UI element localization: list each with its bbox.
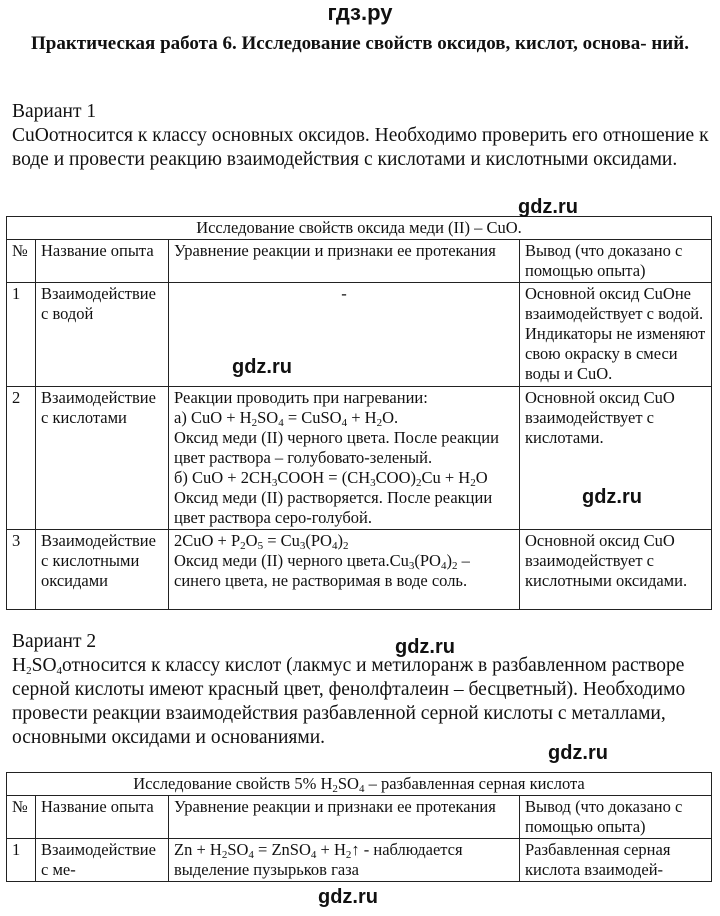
column-header: Название опыта: [36, 796, 169, 839]
table-row: [7, 283, 712, 387]
equation-line: а) CuO + $H_2SO_4$ = CuSO$_4$ + $H_2O$.: [174, 408, 399, 429]
page-title: Практическая работа 6. Исследование свойств оксидов, кислот, основа- ний.: [31, 33, 689, 54]
table-caption: Исследование свойств 5% $H_2SO_4$ – разбавленная серная кислота: [7, 773, 712, 796]
variant2-table: [6, 772, 712, 882]
experiment-name: Взаимодействие с ме-: [36, 839, 169, 882]
reaction-equation: [169, 387, 520, 530]
row-number: 1: [7, 283, 36, 387]
table-caption: Исследование свойств оксида меди (II) – CuO.: [7, 217, 712, 240]
row-number: 3: [7, 530, 36, 610]
reaction-equation: [169, 530, 520, 610]
column-header: Уравнение реакции и признаки ее протекания: [169, 240, 520, 283]
table-row: [7, 839, 712, 882]
row-number: 1: [7, 839, 36, 882]
gdz-watermark: gdz.ru: [582, 486, 642, 508]
column-header: Название опыта: [36, 240, 169, 283]
equation-line: б) CuO + $2CH_3COOH = (CH_3COO)_2Cu + H_2O$: [174, 468, 488, 489]
column-header: Вывод (что доказано с помощью опыта): [520, 796, 712, 839]
column-header: №: [7, 796, 36, 839]
equation-line: Реакции проводить при нагревании:: [174, 388, 428, 407]
gdz-watermark: gdz.ru: [518, 196, 578, 218]
column-header: Уравнение реакции и признаки ее протекания: [169, 796, 520, 839]
experiment-name: Взаимодействие с водой: [36, 283, 169, 387]
experiment-name: Взаимодействие с кислотами: [36, 387, 169, 530]
equation-line: $2CuO + P_2O_5 = Cu_3(PO_4)_2$: [174, 531, 349, 552]
equation-line: Оксид меди (II) черного цвета. После реакции цвет раствора – голубовато-зеленый.: [174, 428, 499, 467]
variant2-intro: $H_2SO_4относится$ к классу кислот (лакмус и метилоранж в разбавленном растворе серной кислоты имеют красный цвет, фенолфталеин – бесцветный). Необходимо провести реакции взаимодействия разбавленной серной кислоты с металлами, основными оксидами и основаниями.: [12, 655, 686, 748]
conclusion: Основной оксид CuOне взаимодействует с водой. Индикаторы не изменяют свою окраску в смеси воды и CuO.: [520, 283, 712, 387]
site-watermark: гдз.ру: [327, 0, 393, 25]
column-header: Вывод (что доказано с помощью опыта): [520, 240, 712, 283]
conclusion: Основной оксид CuO взаимодействует с кислотами.: [520, 387, 712, 530]
variant1-table: [6, 216, 712, 610]
row-number: 2: [7, 387, 36, 530]
conclusion: Разбавленная серная кислота взаимодей-: [520, 839, 712, 882]
reaction-equation: -: [169, 283, 520, 387]
variant1-intro: CuOотносится к классу основных оксидов. Необходимо проверить его отношение к воде и провести реакцию взаимодействия с кислотами и кислотными оксидами.: [12, 125, 709, 170]
variant2-heading: Вариант 2: [12, 631, 97, 652]
gdz-watermark: gdz.ru: [318, 886, 378, 908]
reaction-equation: $Zn + H_2SO_4$ = ZnSO$_4$ + $H_2↑$ - наблюдается выделение пузырьков газа: [169, 839, 520, 882]
column-header: №: [7, 240, 36, 283]
gdz-watermark: gdz.ru: [395, 636, 455, 658]
variant1-heading: Вариант 1: [12, 101, 97, 122]
conclusion: Основной оксид CuO взаимодействует с кислотными оксидами.: [520, 530, 712, 610]
gdz-watermark: gdz.ru: [548, 742, 608, 764]
equation-line: Оксид меди (II) черного $цвета.Cu_3(PO_4)_2$ – синего цвета, не растворимая в воде соль.: [174, 551, 470, 590]
equation-line: Оксид меди (II) растворяется. После реакции цвет раствора серо-голубой.: [174, 488, 493, 527]
gdz-watermark: gdz.ru: [232, 356, 292, 378]
experiment-name: Взаимодействие с кислотными оксидами: [36, 530, 169, 610]
table-row: [7, 530, 712, 610]
